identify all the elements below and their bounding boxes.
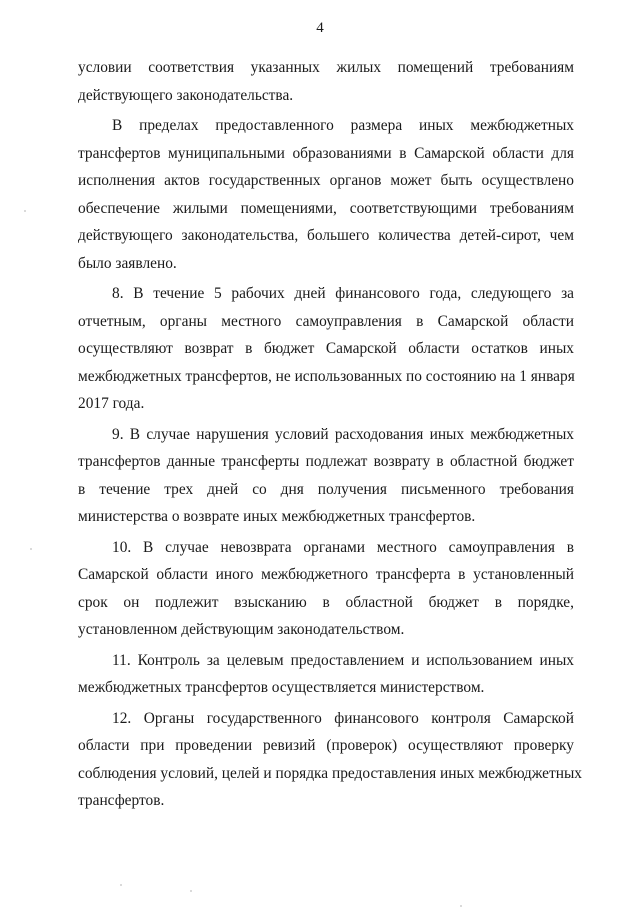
text-line: Самарской области иного межбюджетного трансферта в установленный xyxy=(78,566,574,583)
text-line: 11. Контроль за целевым предоставлением и использованием иных xyxy=(112,651,574,669)
scan-speck xyxy=(120,884,122,886)
text-line: 9. В случае нарушения условий расходования иных межбюджетных xyxy=(112,425,574,443)
text-line: было заявлено. xyxy=(78,254,177,272)
text-line: В пределах предоставленного размера иных межбюджетных xyxy=(112,117,574,134)
scan-speck xyxy=(30,548,32,550)
paragraph-p-limits xyxy=(78,112,574,277)
text-line: 8. В течение 5 рабочих дней финансового года, следующего за xyxy=(112,285,574,302)
text-line: условии соответствия указанных жилых помещений требованиям xyxy=(78,59,574,76)
text-line: трансфертов муниципальными образованиями в Самарской области для xyxy=(78,144,574,162)
text-line: действующего законодательства, большего количества детей-сирот, чем xyxy=(78,227,574,244)
paragraph-p9 xyxy=(78,421,574,531)
text-line: исполнения актов государственных органов может быть осуществлено xyxy=(78,172,574,189)
text-line: срок он подлежит взысканию в областной бюджет в порядке, xyxy=(78,593,574,611)
text-line: межбюджетных трансфертов осуществляется министерством. xyxy=(78,679,485,696)
scan-speck xyxy=(24,210,26,212)
text-line: отчетным, органы местного самоуправления в Самарской области xyxy=(78,312,574,330)
paragraph-p-cont xyxy=(78,54,574,109)
paragraph-p8 xyxy=(78,280,574,418)
document-body xyxy=(78,54,582,818)
scan-speck xyxy=(190,890,192,892)
text-line: трансфертов. xyxy=(78,792,165,809)
text-line: действующего законодательства. xyxy=(78,86,294,104)
page-number: 4 xyxy=(316,20,324,36)
text-line: 12. Органы государственного финансового контроля Самарской xyxy=(112,709,574,727)
text-line: области при проведении ревизий (проверок) осуществляют проверку xyxy=(78,737,574,754)
text-line: 2017 года. xyxy=(78,395,145,412)
text-line: обеспечение жилыми помещениями, соответствующими требованиям xyxy=(78,199,574,217)
text-line: соблюдения условий, целей и порядка предоставления иных межбюджетных xyxy=(78,764,582,782)
text-line: 10. В случае невозврата органами местного самоуправления в xyxy=(112,538,574,556)
text-line: в течение трех дней со дня получения письменного требования xyxy=(78,480,574,498)
text-line: министерства о возврате иных межбюджетных трансфертов. xyxy=(78,508,476,525)
paragraph-p10 xyxy=(78,534,574,644)
text-line: трансфертов данные трансферты подлежат возврату в областной бюджет xyxy=(78,453,574,470)
paragraph-p12 xyxy=(78,705,582,815)
paragraph-p11 xyxy=(78,647,574,702)
text-line: установленном действующим законодательством. xyxy=(78,621,405,638)
text-line: межбюджетных трансфертов, не использованных по состоянию на 1 января xyxy=(78,367,575,385)
text-line: осуществляют возврат в бюджет Самарской области остатков иных xyxy=(78,340,574,357)
